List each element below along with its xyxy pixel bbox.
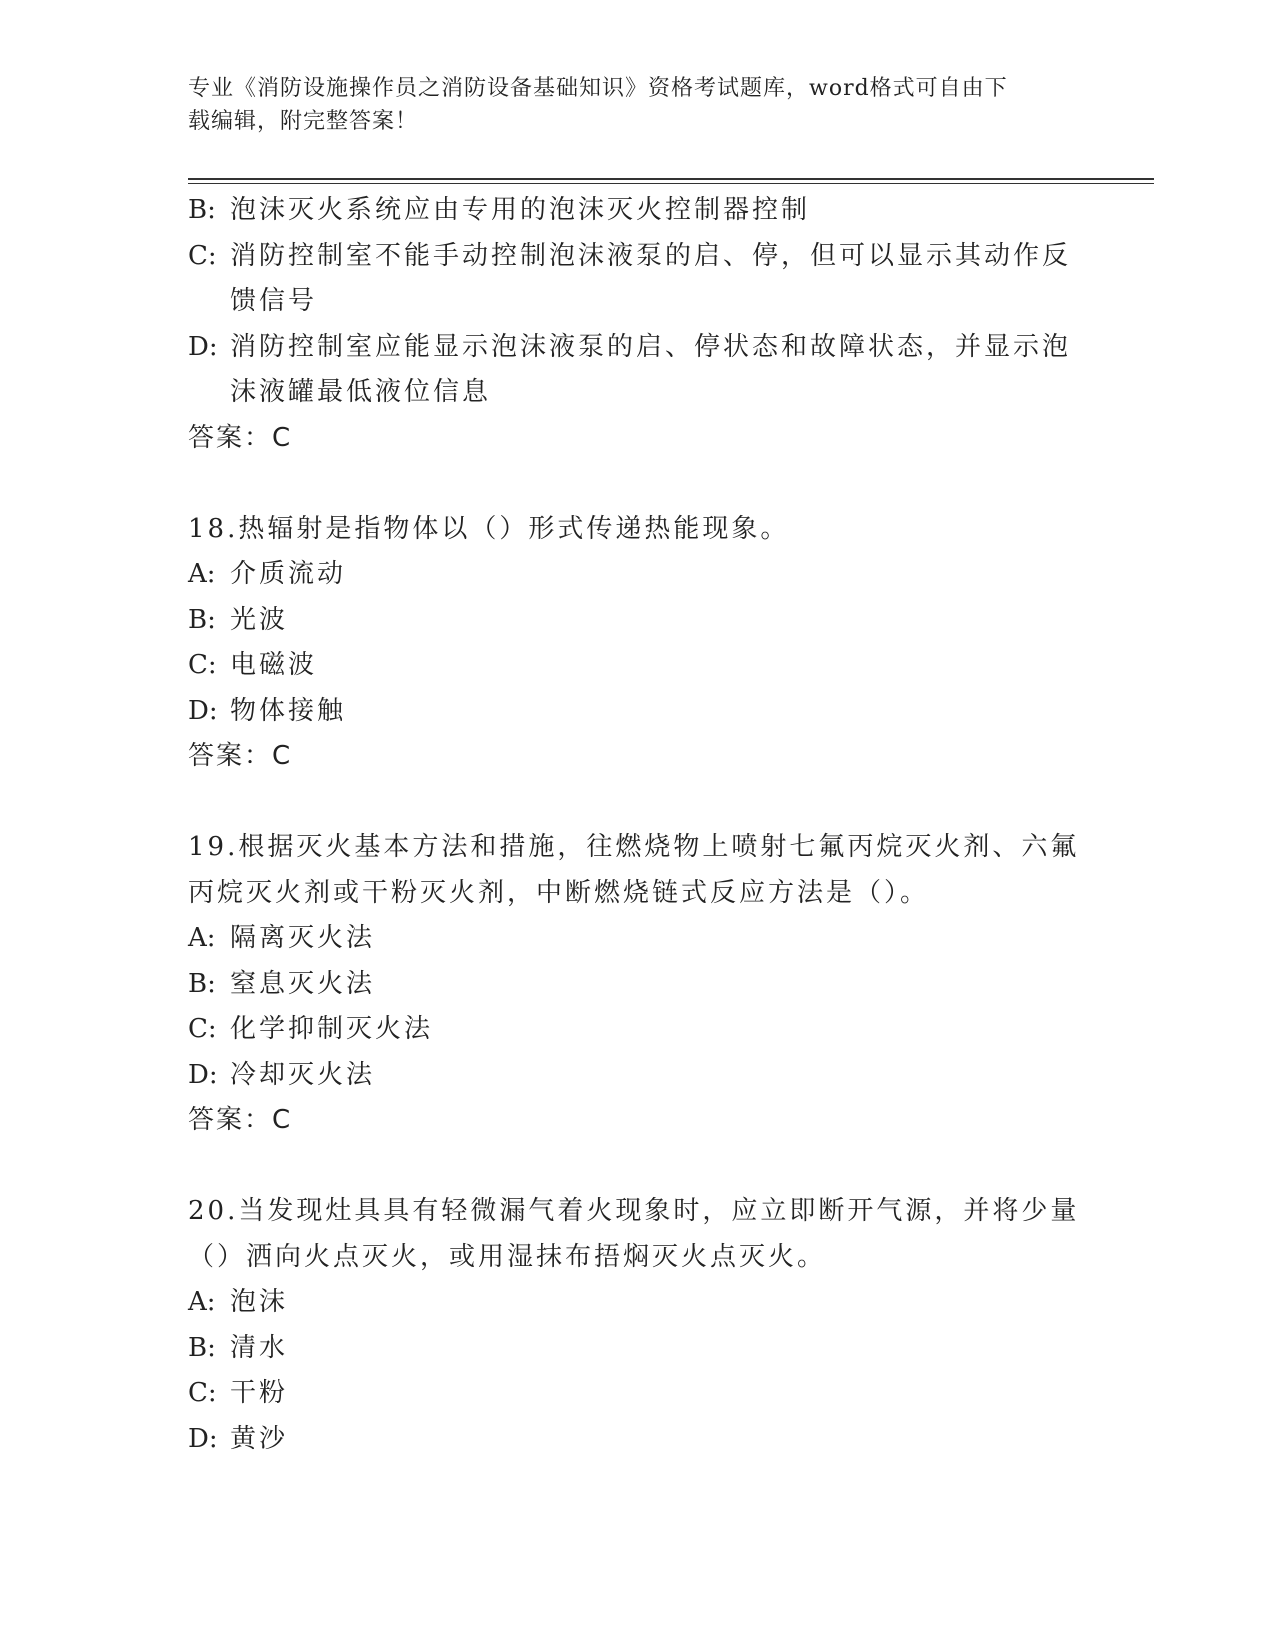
question-stem: 18.热辐射是指物体以（）形式传递热能现象。 bbox=[188, 513, 790, 544]
option-text: 物体接触 bbox=[230, 695, 347, 726]
answer-line: 答案：C bbox=[188, 1105, 293, 1135]
option-key: B: bbox=[188, 968, 216, 999]
option-key: B: bbox=[188, 1332, 216, 1363]
option-key: D: bbox=[188, 331, 218, 362]
option-text: 清水 bbox=[230, 1332, 289, 1363]
option-text: 化学抑制灭火法 bbox=[230, 1014, 434, 1044]
question-18 bbox=[188, 507, 1088, 780]
option-d bbox=[188, 1417, 1088, 1463]
option-key: C: bbox=[188, 1014, 217, 1044]
option-key: B: bbox=[188, 195, 216, 225]
option-a bbox=[188, 916, 1088, 962]
header-rule-thick bbox=[188, 178, 1154, 180]
option-key: A: bbox=[188, 559, 216, 589]
option-text: 窒息灭火法 bbox=[230, 968, 376, 999]
header-rule-thin bbox=[188, 183, 1154, 184]
option-c bbox=[188, 643, 1088, 689]
answer-line: 答案：C bbox=[188, 741, 293, 771]
option-text: 泡沫 bbox=[230, 1287, 289, 1317]
answer-line: 答案：C bbox=[188, 422, 293, 453]
option-d bbox=[188, 325, 1088, 416]
question-stem: 20.当发现灶具具有轻微漏气着火现象时，应立即断开气源，并将少量（）洒向火点灭火，或用湿抹布捂焖灭火点灭火。 bbox=[188, 1196, 1080, 1272]
option-b bbox=[188, 188, 1088, 234]
option-key: C: bbox=[188, 240, 217, 271]
option-key: A: bbox=[188, 1287, 216, 1317]
option-c bbox=[188, 234, 1088, 325]
question-19 bbox=[188, 825, 1088, 1144]
option-a bbox=[188, 552, 1088, 598]
option-b bbox=[188, 1326, 1088, 1372]
option-key: C: bbox=[188, 650, 217, 680]
option-b bbox=[188, 962, 1088, 1008]
question-stem: 19.根据灭火基本方法和措施，往燃烧物上喷射七氟丙烷灭火剂、六氟丙烷灭火剂或干粉灭火剂，中断燃烧链式反应方法是（）。 bbox=[188, 832, 1080, 908]
option-text: 黄沙 bbox=[230, 1423, 289, 1454]
option-text: 隔离灭火法 bbox=[230, 923, 376, 953]
option-c bbox=[188, 1371, 1088, 1417]
option-key: C: bbox=[188, 1378, 217, 1408]
option-key: D: bbox=[188, 1423, 218, 1454]
option-text: 冷却灭火法 bbox=[230, 1059, 376, 1090]
question-content bbox=[188, 188, 1088, 1462]
option-d bbox=[188, 1053, 1088, 1099]
option-key: D: bbox=[188, 1059, 218, 1090]
option-b bbox=[188, 598, 1088, 644]
option-key: D: bbox=[188, 695, 218, 726]
option-text: 泡沫灭火系统应由专用的泡沫灭火控制器控制 bbox=[230, 195, 811, 225]
header-line-1: 专业《消防设施操作员之消防设备基础知识》资格考试题库，word格式可自由下 bbox=[188, 76, 1008, 101]
option-text: 消防控制室不能手动控制泡沫液泵的启、停，但可以显示其动作反馈信号 bbox=[230, 240, 1072, 316]
header-line-2: 载编辑，附完整答案！ bbox=[188, 109, 419, 134]
option-c bbox=[188, 1007, 1088, 1053]
option-key: B: bbox=[188, 604, 216, 635]
option-text: 消防控制室应能显示泡沫液泵的启、停状态和故障状态，并显示泡沫液罐最低液位信息 bbox=[230, 331, 1072, 407]
continued-question bbox=[188, 188, 1088, 461]
option-d bbox=[188, 689, 1088, 735]
option-text: 电磁波 bbox=[230, 650, 318, 680]
option-key: A: bbox=[188, 923, 216, 953]
question-20 bbox=[188, 1189, 1088, 1462]
document-header bbox=[188, 72, 1068, 138]
option-text: 光波 bbox=[230, 604, 289, 635]
option-text: 介质流动 bbox=[230, 559, 347, 589]
option-text: 干粉 bbox=[230, 1378, 289, 1408]
option-a bbox=[188, 1280, 1088, 1326]
